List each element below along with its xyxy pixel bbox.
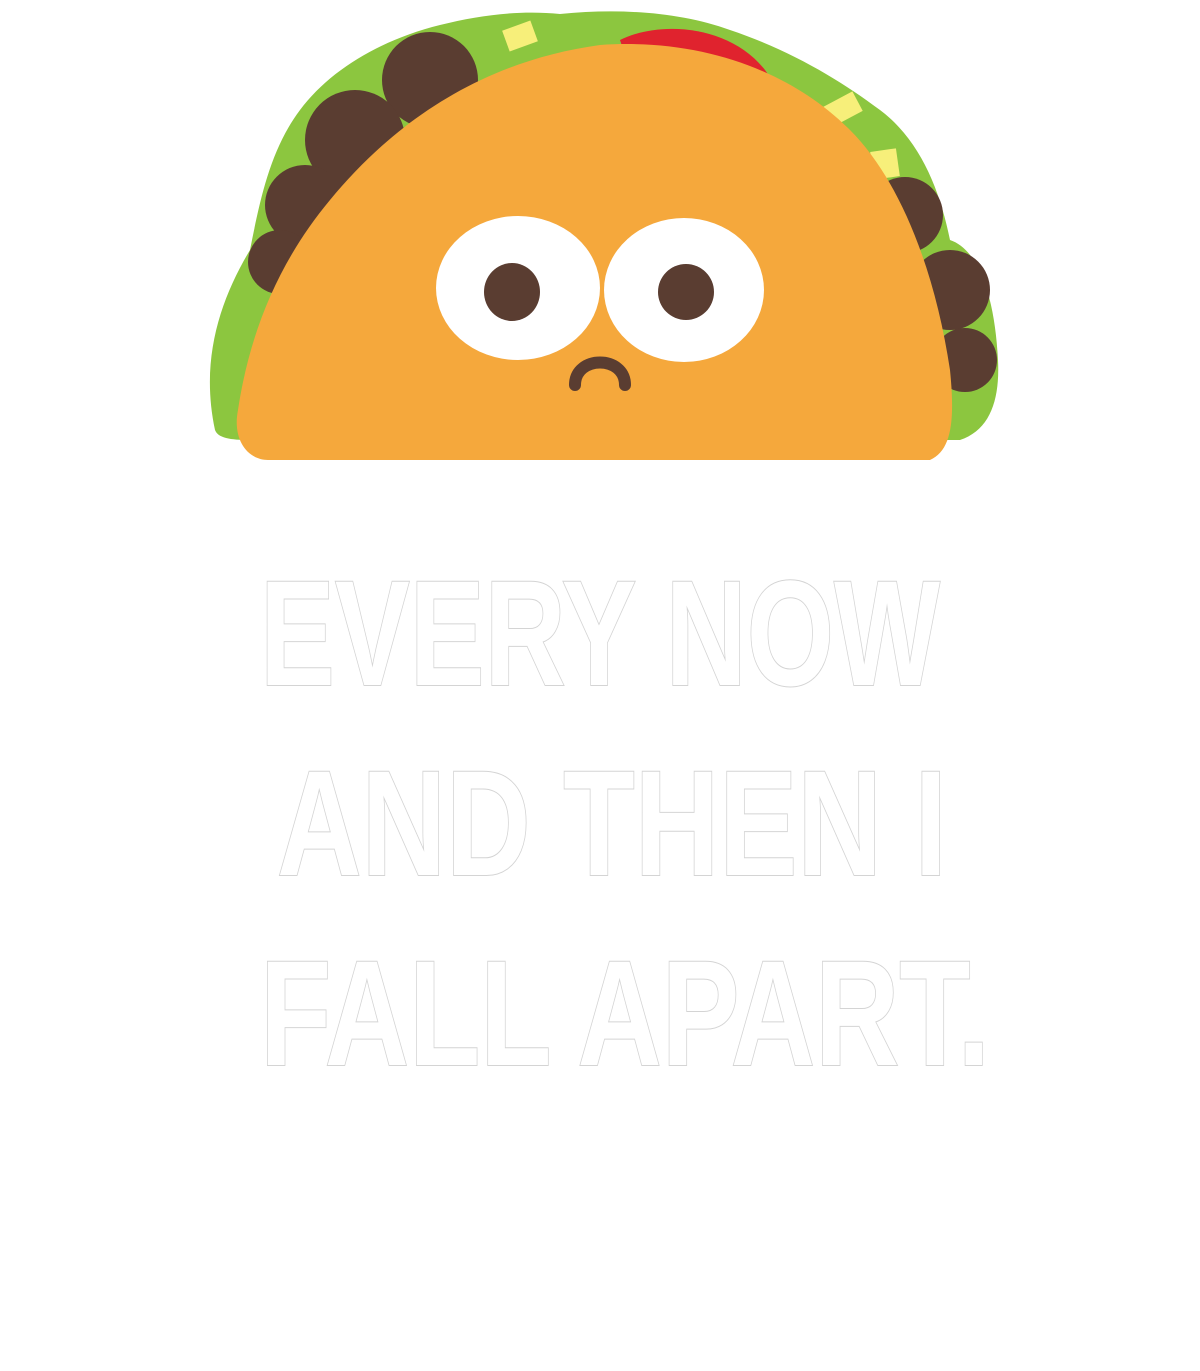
sad-taco-icon (0, 0, 1200, 480)
slogan-line-3: FALL APART. (260, 929, 990, 1085)
slogan-line-1: EVERY NOW (260, 549, 941, 717)
right-eye (604, 218, 764, 362)
left-eye (436, 216, 600, 360)
slogan (0, 505, 1200, 1085)
slogan-line-2: AND THEN I (277, 739, 947, 907)
